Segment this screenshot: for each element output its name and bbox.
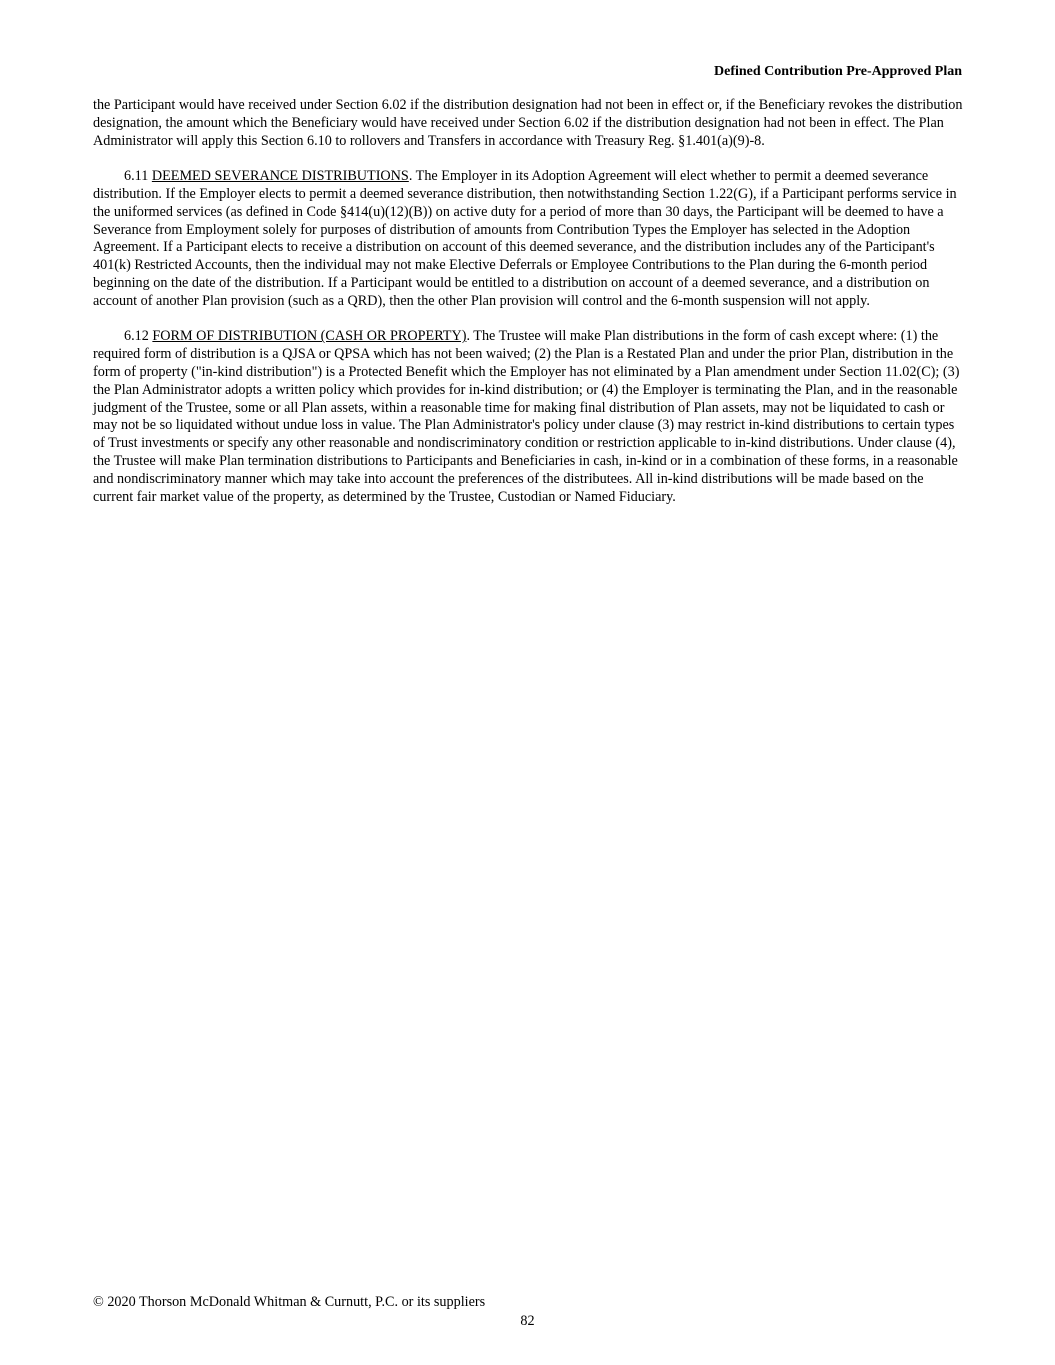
page-header-title: Defined Contribution Pre-Approved Plan xyxy=(714,64,962,79)
document-body xyxy=(93,97,963,524)
section-text: . The Employer in its Adoption Agreement will elect whether to permit a deemed severance distribution. If the Employer elects to permit a deemed severance distribution, then notwithstanding Section 1.22(G), if a Participant performs service in the uniformed services (as defined in Code §414(u)(12)(B)) on active duty for a period of more than 30 days, the Participant will be deemed to have a Severance from Employment solely for purposes of distribution of amounts from Contribution Types the Employer has selected in the Adoption Agreement. If a Participant elects to receive a distribution on account of this deemed severance, and the distribution includes any of the Participant's 401(k) Restricted Accounts, then the individual may not make Elective Deferrals or Employee Contributions to the Plan during the 6-month period beginning on the date of the distribution. If a Participant would be entitled to a distribution on account of a deemed severance, and a distribution on account of another Plan provision (such as a QRD), then the other Plan provision will control and the 6-month suspension will not apply. xyxy=(93,168,957,309)
page-number: 82 xyxy=(520,1313,535,1329)
section-6-11-paragraph xyxy=(93,168,963,310)
section-text: . The Trustee will make Plan distributions in the form of cash except where: (1) the required form of distribution is a QJSA or QPSA which has not been waived; (2) the Plan is a Restated Plan and under the prior Plan, distribution in the form of property ("in-kind distribution") is a Protected Benefit which the Employer has not eliminated by a Plan amendment under Section 11.02(C); (3) the Plan Administrator adopts a written policy which provides for in-kind distribution; or (4) the Employer is terminating the Plan, and in the reasonable judgment of the Trustee, some or all Plan assets, within a reasonable time for making final distribution of Plan assets, may not be liquidated to cash or may not be so liquidated without undue loss in value. The Plan Administrator's policy under clause (3) may restrict in-kind distributions to certain types of Trust investments or specify any other reasonable and nondiscriminatory condition or restriction applicable to in-kind distributions. Under clause (4), the Trustee will make Plan termination distributions to Participants and Beneficiaries in cash, in-kind or in a combination of these forms, in a reasonable and nondiscriminatory manner which may take into account the preferences of the distributees. All in-kind distributions will be made based on the current fair market value of the property, as determined by the Trustee, Custodian or Named Fiduciary. xyxy=(93,328,960,505)
section-title: DEEMED SEVERANCE DISTRIBUTIONS xyxy=(151,168,409,185)
continuation-paragraph: the Participant would have received under Section 6.02 if the distribution designation had not been in effect or, if the Beneficiary revokes the distribution designation, the amount which the Beneficiary would have received under Section 6.02 if the distribution designation had not been in effect. The Plan Administrator will apply this Section 6.10 to rollovers and Transfers in accordance with Treasury Reg. §1.401(a)(9)-8. xyxy=(93,97,963,149)
section-number: 6.12 xyxy=(124,328,149,345)
section-number: 6.11 xyxy=(124,168,149,185)
footer-copyright: © 2020 Thorson McDonald Whitman & Curnutt, P.C. or its suppliers xyxy=(93,1294,486,1310)
section-6-12-paragraph xyxy=(93,328,963,506)
section-title: FORM OF DISTRIBUTION (CASH OR PROPERTY) xyxy=(152,328,467,345)
